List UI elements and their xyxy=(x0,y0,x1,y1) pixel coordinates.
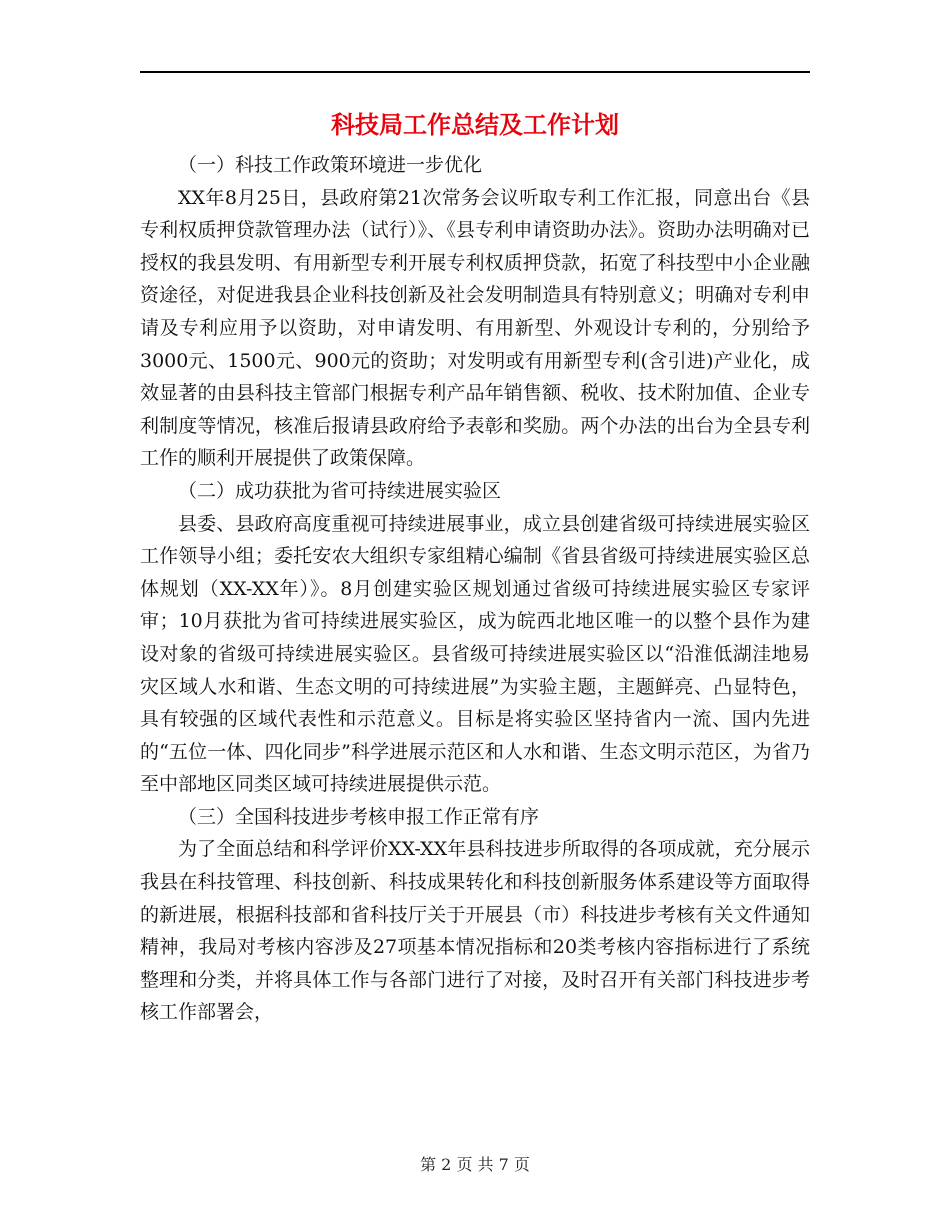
document-title: 科技局工作总结及工作计划 xyxy=(331,111,619,139)
section-paragraph-2: 县委、县政府高度重视可持续进展事业，成立县创建省级可持续进展实验区工作领导小组；委托安农大组织专家组精心编制《省县省级可持续进展实验区总体规划（XX-XX年）》。8月创建实验区规划通过省级可持续进展实验区专家评审；10月获批为省可持续进展实验区，成为皖西北地区唯一的以整个县作为建设对象的省级可持续进展实验区。县省级可持续进展实验区以“沿淮低湖洼地易灾区域人水和谐、生态文明的可持续进展”为实验主题，主题鲜亮、凸显特色，具有较强的区域代表性和示范意义。目标是将实验区坚持省内一流、国内先进的“五位一体、四化同步”科学进展示范区和人水和谐、生态文明示范区，为省乃至中部地区同类区域可持续进展提供示范。 xyxy=(140,512,810,796)
section-heading-2: （二）成功获批为省可持续进展实验区 xyxy=(178,479,502,502)
document-body xyxy=(140,149,810,1029)
page-number-footer: 第 2 页 共 7 页 xyxy=(420,1155,530,1174)
section-paragraph-1: XX年8月25日，县政府第21次常务会议听取专利工作汇报，同意出台《县专利权质押贷款管理办法（试行）》、《县专利申请资助办法》。资助办法明确对已授权的我县发明、有用新型专利开展专利权质押贷款，拓宽了科技型中小企业融资途径，对促进我县企业科技创新及社会发明制造具有特别意义；明确对专利申请及专利应用予以资助，对申请发明、有用新型、外观设计专利的，分别给予3000元、1500元、900元的资助；对发明或有用新型专利(含引进)产业化，成效显著的由县科技主管部门根据专利产品年销售额、税收、技术附加值、企业专利制度等情况，核准后报请县政府给予表彰和奖励。两个办法的出台为全县专利工作的顺利开展提供了政策保障。 xyxy=(140,186,810,470)
section-heading-1: （一）科技工作政策环境进一步优化 xyxy=(178,154,483,176)
section-heading-3: （三）全国科技进步考核申报工作正常有序 xyxy=(178,805,540,828)
section-paragraph-3: 为了全面总结和科学评价XX-XX年县科技进步所取得的各项成就，充分展示我县在科技管理、科技创新、科技成果转化和科技创新服务体系建设等方面取得的新进展，根据科技部和省科技厅关于开展县（市）科技进步考核有关文件通知精神，我局对考核内容涉及27项基本情况指标和20类考核内容指标进行了系统整理和分类，并将具体工作与各部门进行了对接，及时召开有关部门科技进步考核工作部署会， xyxy=(140,838,810,1024)
header-rule xyxy=(140,71,810,73)
